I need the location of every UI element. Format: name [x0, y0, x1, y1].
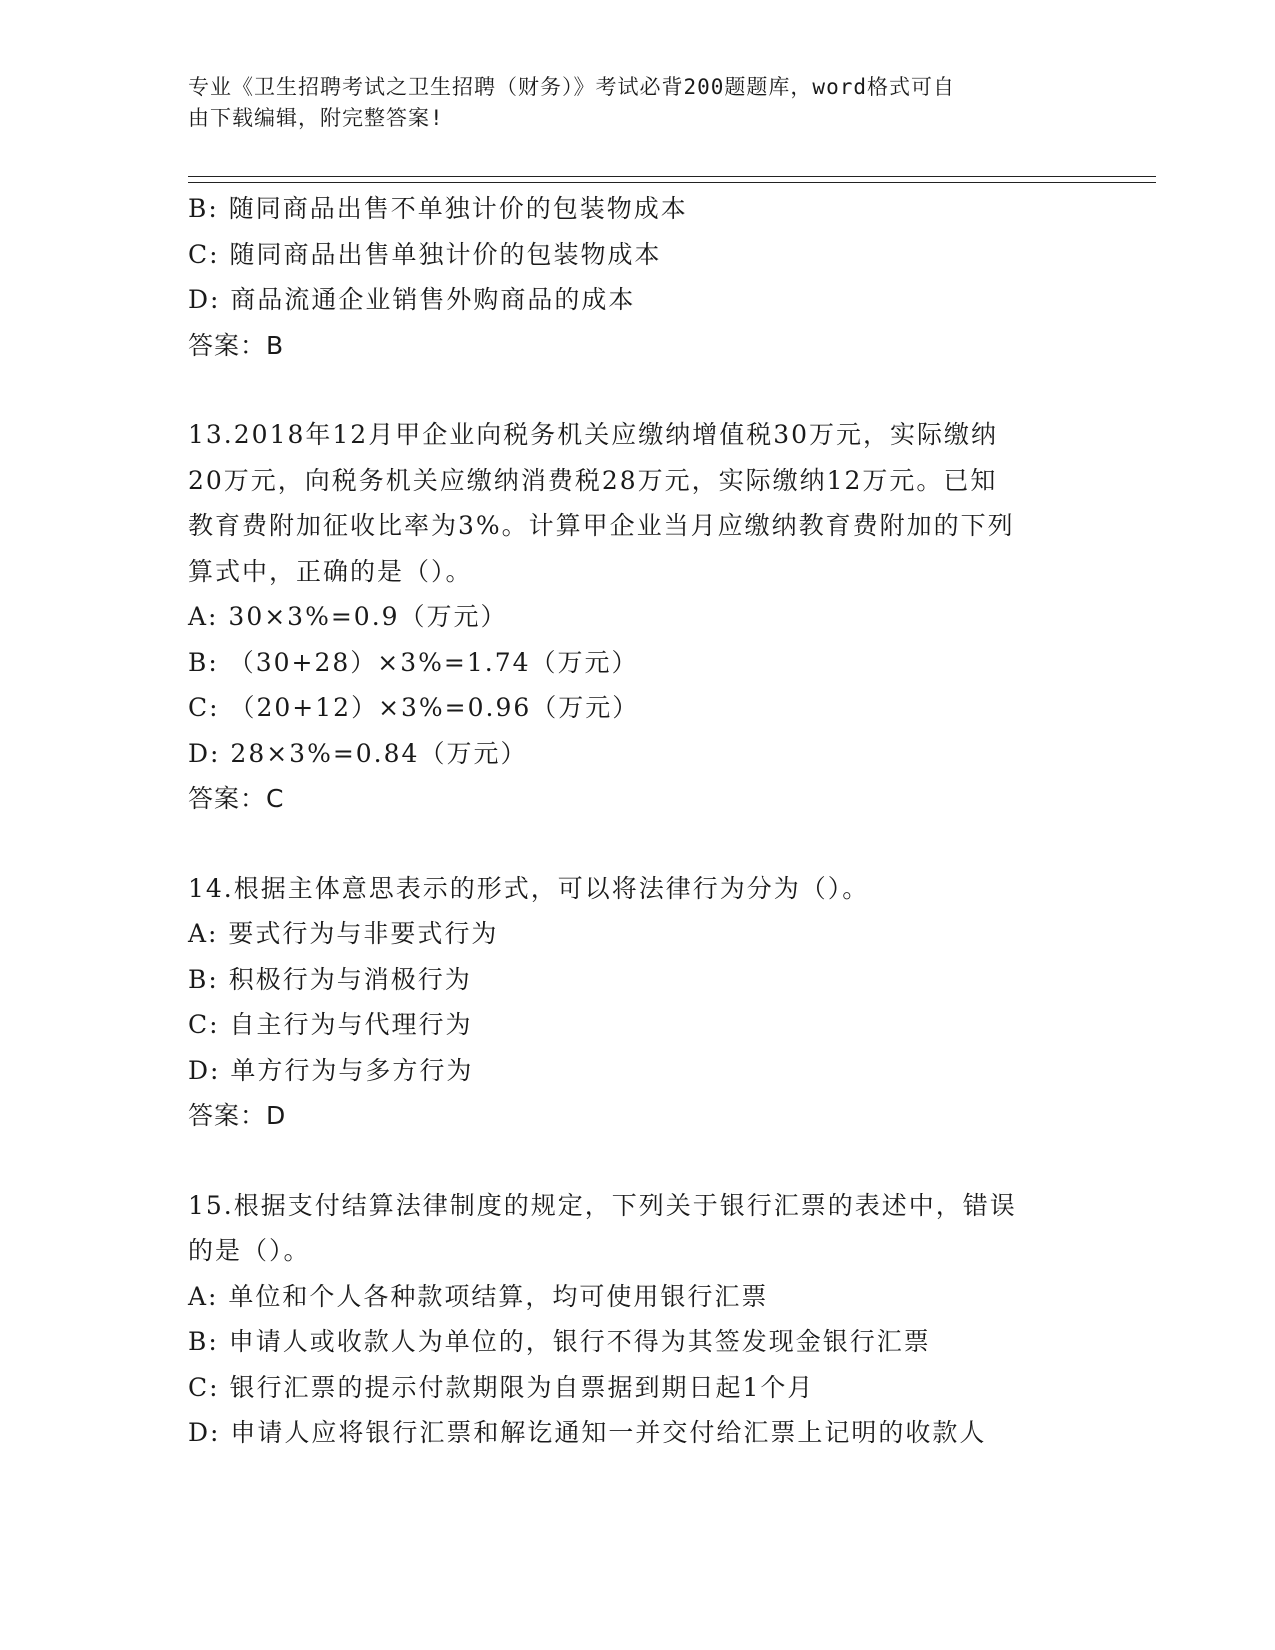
option-c: C: 自主行为与代理行为 — [188, 1010, 473, 1039]
option-c: C: （20+12）×3%=0.96（万元） — [188, 693, 640, 722]
option-b: B: 随同商品出售不单独计价的包装物成本 — [188, 194, 688, 223]
question-spacer — [188, 822, 1088, 866]
option-c: C: 随同商品出售单独计价的包装物成本 — [188, 239, 662, 269]
question-stem-line: 13.2018年12月甲企业向税务机关应缴纳增值税30万元，实际缴纳 — [188, 420, 999, 449]
header-line-1: 专业《卫生招聘考试之卫生招聘（财务）》考试必背200题题库，word格式可自 — [188, 75, 955, 99]
question-14 — [188, 866, 1088, 1139]
question-13 — [188, 412, 1088, 822]
question-stem-line: 15.根据支付结算法律制度的规定，下列关于银行汇票的表述中，错误 — [188, 1190, 1017, 1220]
header-line-2: 由下载编辑，附完整答案! — [188, 106, 444, 130]
header-divider — [188, 176, 1156, 183]
question-spacer — [188, 1139, 1088, 1183]
answer: 答案：D — [188, 1101, 287, 1130]
option-d: D: 商品流通企业销售外购商品的成本 — [188, 285, 636, 314]
question-15 — [188, 1183, 1088, 1456]
question-stem-line: 算式中，正确的是（）。 — [188, 556, 473, 586]
option-d: D: 申请人应将银行汇票和解讫通知一并交付给汇票上记明的收款人 — [188, 1418, 987, 1447]
question-stem-line: 的是（）。 — [188, 1236, 311, 1265]
option-a: A: 要式行为与非要式行为 — [188, 919, 499, 948]
answer: 答案：B — [188, 330, 285, 360]
document-header — [188, 72, 1088, 134]
option-a: A: 单位和个人各种款项结算，均可使用银行汇票 — [188, 1281, 769, 1311]
question-stem-line: 20万元，向税务机关应缴纳消费税28万元，实际缴纳12万元。已知 — [188, 465, 998, 495]
question-12 — [188, 186, 1088, 368]
option-d: D: 28×3%=0.84（万元） — [188, 738, 528, 768]
option-b: B: 积极行为与消极行为 — [188, 964, 472, 994]
option-b: B: （30+28）×3%=1.74（万元） — [188, 647, 639, 677]
question-stem-line: 教育费附加征收比率为3%。计算甲企业当月应缴纳教育费附加的下列 — [188, 511, 1015, 540]
option-a: A: 30×3%=0.9（万元） — [188, 602, 508, 631]
question-spacer — [188, 368, 1088, 412]
question-stem-line: 14.根据主体意思表示的形式，可以将法律行为分为（）。 — [188, 873, 870, 903]
answer: 答案：C — [188, 784, 285, 813]
option-b: B: 申请人或收款人为单位的，银行不得为其签发现金银行汇票 — [188, 1327, 931, 1356]
question-list — [188, 186, 1088, 1456]
option-d: D: 单方行为与多方行为 — [188, 1055, 474, 1085]
option-c: C: 银行汇票的提示付款期限为自票据到期日起1个月 — [188, 1372, 815, 1402]
